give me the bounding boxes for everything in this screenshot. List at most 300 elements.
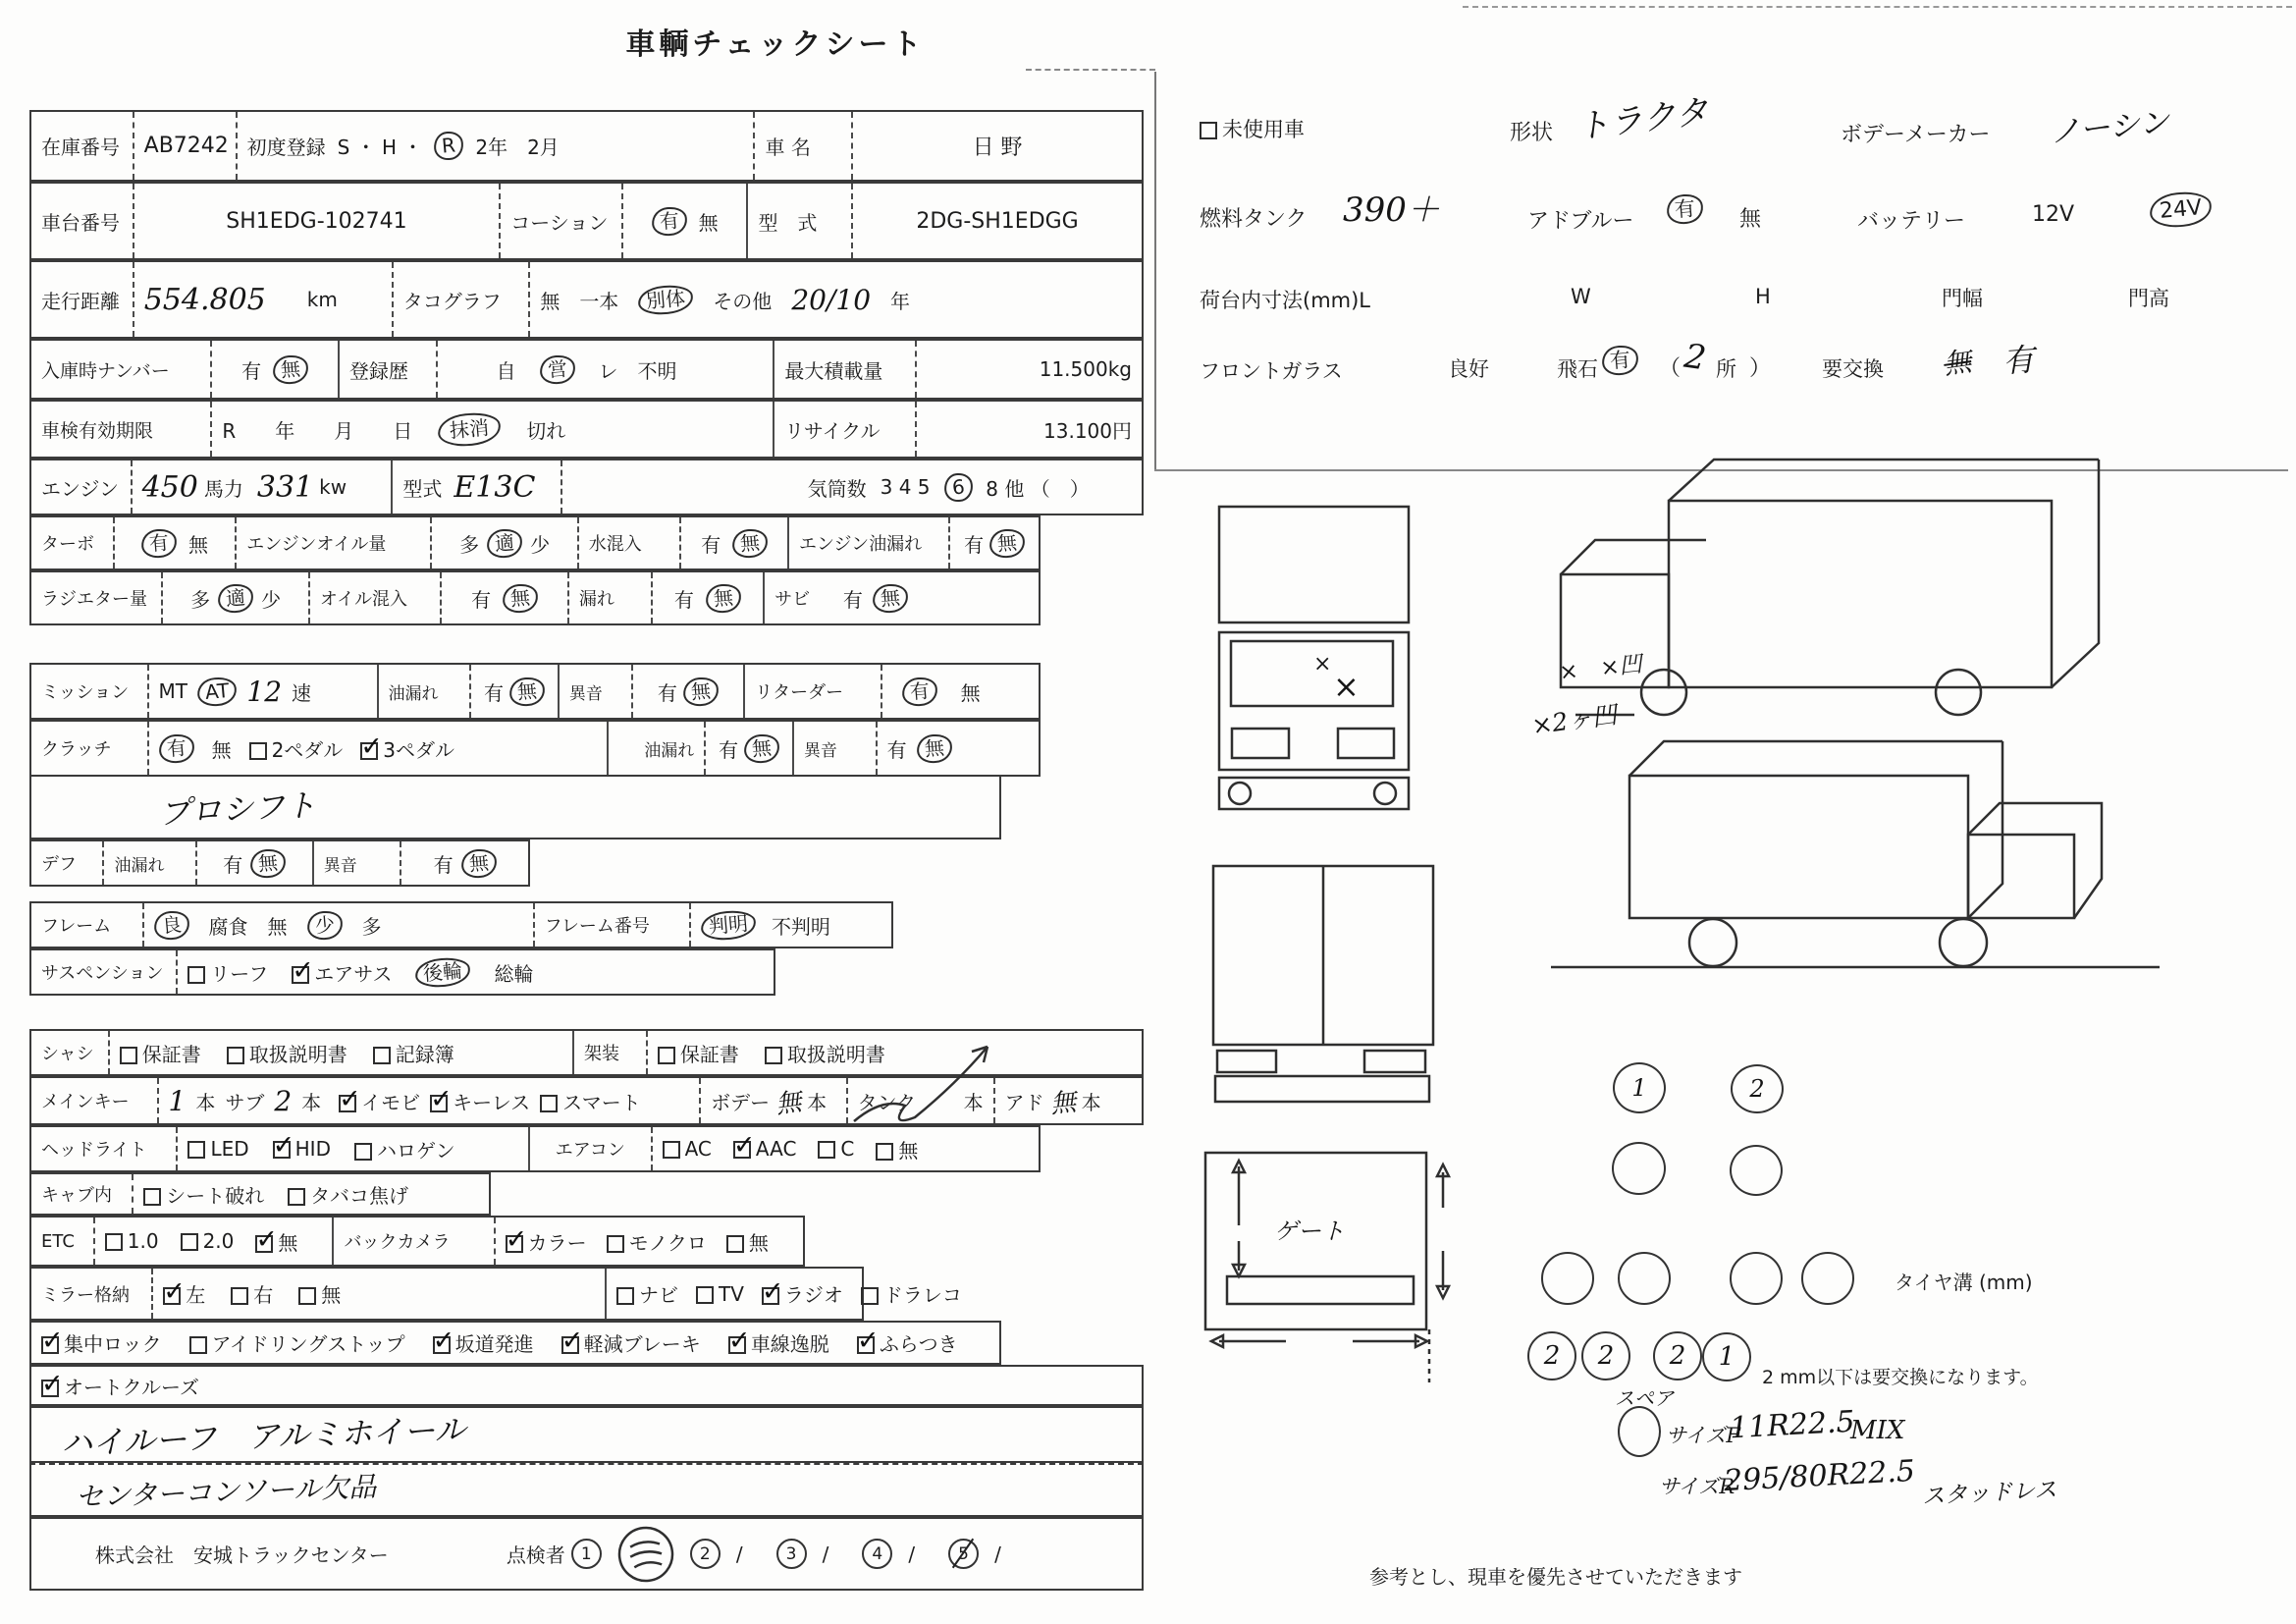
inspector-stamp xyxy=(613,1520,679,1587)
navi: ナビ xyxy=(616,1279,678,1308)
oil-mix-no-circled: 無 xyxy=(502,582,539,614)
engine-oil-many: 多 xyxy=(459,532,480,557)
row-radiator xyxy=(29,570,1041,625)
size-rear-label: サイズR xyxy=(1659,1475,1735,1498)
cylinders-selected-circled: 6 xyxy=(942,471,973,502)
row-suspension xyxy=(29,948,775,996)
adblue-label: アドブルー xyxy=(1527,209,1634,234)
adblue-yes-circled: 有 xyxy=(1666,192,1704,225)
main-key-label: メインキー xyxy=(41,1092,130,1112)
turbo-yes-circled: 有 xyxy=(140,527,178,559)
bed-dims-h: H xyxy=(1755,285,1771,308)
tire-mid-right xyxy=(1730,1145,1783,1196)
immobilizer: ✓ イモビ xyxy=(339,1087,420,1115)
inspection-expired: 切れ xyxy=(526,418,566,443)
etc-none-checkbox-checked xyxy=(255,1235,273,1253)
car-name-value: 日 野 xyxy=(972,135,1023,160)
manual-checkbox xyxy=(227,1047,244,1064)
cylinders-rest: 8 他 （ ） xyxy=(986,476,1090,501)
suspension-all: 総輪 xyxy=(494,961,534,986)
inspection-label: 車検有効期限 xyxy=(41,419,154,442)
suspension-leaf: リーフ xyxy=(187,958,268,987)
recycle-value: 13.100円 xyxy=(1043,418,1132,443)
retarder-yes-circled: 有 xyxy=(900,676,937,707)
led-checkbox xyxy=(187,1141,205,1159)
fuel-tank-value-handwritten: 390＋ xyxy=(1343,190,1440,230)
sub-key-count: 2 xyxy=(274,1084,293,1117)
mounting-warranty: 保証書 xyxy=(658,1039,739,1067)
engine-leak-yes: 有 xyxy=(964,532,985,557)
ac-checkbox xyxy=(663,1141,680,1159)
frame-no-unknown: 不判明 xyxy=(771,914,830,939)
backcam-mono: モノクロ xyxy=(607,1227,707,1256)
mount-warranty-checkbox xyxy=(658,1047,675,1064)
plate-yes: 有 xyxy=(241,358,262,383)
headlight-halogen: ハロゲン xyxy=(354,1135,455,1164)
mirror-left: ✓ 左 xyxy=(163,1279,205,1308)
truck-side-diagram-b xyxy=(1546,722,2174,982)
etc-20: 2.0 xyxy=(181,1229,235,1253)
handwritten-note-1: ハイルーフ アルミホイール xyxy=(60,1410,467,1463)
mission-speed-unit: 速 xyxy=(292,680,312,705)
inspector-5-number-slashed: 5 xyxy=(948,1539,979,1569)
sway-checkbox-checked xyxy=(857,1336,875,1354)
color-checkbox-checked xyxy=(506,1235,523,1253)
stock-number: AB7242 xyxy=(143,134,229,158)
diff-label: デフ xyxy=(41,854,77,875)
inspector-1 xyxy=(507,1539,602,1569)
clutch-yes-circled: 有 xyxy=(157,732,194,764)
clutch-label: クラッチ xyxy=(41,739,112,760)
engine-oil-ok-circled: 適 xyxy=(486,527,523,559)
radiator-many: 多 xyxy=(190,587,211,612)
shape-label: 形状 xyxy=(1510,121,1554,145)
lane-departure: ✓ 車線逸脱 xyxy=(728,1328,829,1357)
water-mix-no-circled: 無 xyxy=(731,527,769,559)
handwritten-note-2: センターコンソール欠品 xyxy=(75,1470,377,1513)
tv: TV xyxy=(696,1282,744,1306)
mirror-label: ミラー格納 xyxy=(41,1284,130,1306)
mission-noise-no-circled: 無 xyxy=(682,676,720,707)
doc-manual: 取扱説明書 xyxy=(227,1039,347,1067)
handwritten-scribble xyxy=(829,1001,1036,1139)
hillstart-checkbox-checked xyxy=(433,1336,451,1354)
mirror-none-checkbox xyxy=(298,1287,316,1305)
tacho-year-handwritten: 20/10 xyxy=(791,283,872,316)
smart-key: スマート xyxy=(540,1087,641,1115)
section-divider-vertical xyxy=(1154,72,1156,469)
page-title: 車輌チェックシート xyxy=(625,27,926,62)
max-load-label: 最大積載量 xyxy=(784,358,883,383)
size-front-value: 11R22.5 xyxy=(1729,1404,1856,1446)
autocruise-checkbox-checked xyxy=(41,1380,59,1397)
caution-yes-circled: 有 xyxy=(650,205,687,237)
immobi-checkbox-checked xyxy=(339,1095,356,1112)
first-reg-era-circled: R xyxy=(433,131,464,161)
leak-no-circled: 無 xyxy=(705,582,742,614)
rust-no-circled: 無 xyxy=(872,582,909,614)
mission-speed-value: 12 xyxy=(246,675,283,708)
engine-label: エンジン xyxy=(41,476,119,501)
frame-no-label: フレーム番号 xyxy=(544,916,650,937)
row-turbo xyxy=(29,515,1041,570)
doc-record: 記録簿 xyxy=(373,1039,454,1067)
slash-5: / xyxy=(994,1542,1001,1566)
tire-rear-3 xyxy=(1730,1252,1783,1305)
aircon-aac: ✓ AAC xyxy=(733,1137,797,1161)
row-note2 xyxy=(29,1463,1144,1517)
row-inspection xyxy=(29,400,1144,459)
water-mix-yes: 有 xyxy=(701,532,721,557)
frame-label: フレーム xyxy=(41,916,112,937)
tire-groove-label: タイヤ溝 (mm) xyxy=(1895,1271,2033,1294)
pedal3-checkbox-checked xyxy=(360,742,378,760)
corrosion-none: 無 xyxy=(267,914,288,939)
engine-hp-value: 450 xyxy=(141,469,198,505)
reg-history-label: 登録歴 xyxy=(348,358,408,383)
caution-label: コーション xyxy=(510,210,609,235)
groove-value-4: 1 xyxy=(1702,1332,1751,1381)
reg-history-self: 自 xyxy=(496,358,516,383)
body-key-label: ボデー xyxy=(711,1090,771,1114)
leak-label: 漏れ xyxy=(578,589,614,610)
navi-checkbox xyxy=(616,1287,634,1305)
radiator-few: 少 xyxy=(261,587,282,612)
tacho-label: タコグラフ xyxy=(402,289,502,313)
tire-mid-left xyxy=(1612,1142,1666,1195)
stone-chip-sho: 所 xyxy=(1716,357,1736,381)
row-mileage xyxy=(29,260,1144,339)
slash-3: / xyxy=(822,1542,829,1566)
tobacco-checkbox xyxy=(288,1188,305,1206)
chassis-docs-label: シャシ xyxy=(41,1044,94,1064)
inspection-date-blanks: R 年 月 日 xyxy=(222,418,413,443)
body-maker-label: ボデーメーカー xyxy=(1841,123,1991,147)
smart-checkbox xyxy=(540,1095,558,1112)
idling-checkbox xyxy=(189,1336,207,1354)
stone-chip-label: 飛石 xyxy=(1557,357,1598,381)
aircon-c: C xyxy=(818,1137,854,1161)
tire-rear-1 xyxy=(1541,1252,1594,1305)
row-mirror xyxy=(29,1267,962,1321)
cylinders-label: 気筒数 xyxy=(807,476,867,501)
tank-key-unit: 本 xyxy=(963,1090,984,1114)
aircon-none: 無 xyxy=(876,1135,918,1164)
size-rear-type: スタッドレス xyxy=(1921,1477,2058,1510)
auto-cruise: ✓オートクルーズ xyxy=(41,1372,199,1400)
shape-value-handwritten: トラクタ xyxy=(1574,91,1711,148)
tacho-year-unit: 年 xyxy=(890,289,911,313)
clutch-noise-no-circled: 無 xyxy=(915,732,952,764)
car-name-label: 車 名 xyxy=(765,135,811,159)
row-stock xyxy=(29,110,1144,182)
paren-close: ） xyxy=(1749,356,1772,381)
front-glass-good: 良好 xyxy=(1448,357,1489,381)
stone-chip-count-handwritten: 2 xyxy=(1682,336,1709,379)
retarder-no: 無 xyxy=(960,680,981,705)
windshield-damage-mark-2: × xyxy=(1333,668,1360,705)
warranty-checkbox xyxy=(120,1047,137,1064)
row-mission xyxy=(29,663,1041,720)
tacho-other: その他 xyxy=(713,289,773,313)
inspector-1-number: 1 xyxy=(571,1539,602,1569)
clutch-leak-no-circled: 無 xyxy=(743,732,780,764)
engine-oil-label: エンジンオイル量 xyxy=(246,534,387,555)
recycle-label: リサイクル xyxy=(784,418,881,443)
gate-diagram xyxy=(1200,1145,1465,1386)
battery-12v: 12V xyxy=(2032,202,2075,227)
truck-side-diagram-a xyxy=(1522,442,2150,736)
sub-key-unit: 本 xyxy=(301,1090,322,1114)
inspection-erased-circled: 抹消 xyxy=(437,410,503,448)
headlight-hid: ✓ HID xyxy=(273,1137,331,1161)
backcam-color: ✓ カラー xyxy=(506,1227,587,1256)
engine-model-label: 型式 xyxy=(402,476,443,501)
rust-label: サビ xyxy=(774,589,811,610)
stock-label: 在庫番号 xyxy=(41,135,120,159)
tire-front-left: 1 xyxy=(1613,1062,1666,1113)
mono-checkbox xyxy=(607,1235,624,1253)
stone-chip-yes-circled: 有 xyxy=(1601,344,1639,376)
truck-a-damage-marks: × ×凹 xyxy=(1558,651,1643,686)
sway-warning: ✓ ふらつき xyxy=(857,1328,958,1357)
mileage-unit: km xyxy=(306,288,338,311)
etc20-checkbox xyxy=(181,1233,198,1251)
record-checkbox xyxy=(373,1047,391,1064)
first-reg-date: 2年 2月 xyxy=(475,135,560,159)
clutch-2pedal: 2ペダル xyxy=(249,734,344,763)
tv-checkbox xyxy=(696,1286,714,1304)
mission-noise-label: 異音 xyxy=(568,683,603,704)
c-checkbox xyxy=(818,1141,835,1159)
first-reg-label: 初度登録 xyxy=(246,135,326,159)
tire-rear-4 xyxy=(1801,1252,1854,1305)
inspector-2-number: 2 xyxy=(690,1539,721,1569)
section-top-line xyxy=(1026,69,1155,71)
diff-leak-no-circled: 無 xyxy=(249,847,287,879)
body-maker-value-handwritten: ノーシン xyxy=(2048,104,2171,151)
rust-yes: 有 xyxy=(842,587,863,612)
row-clutch xyxy=(29,720,1041,777)
paren-open: （ xyxy=(1659,356,1682,381)
mount-manual-checkbox xyxy=(765,1047,782,1064)
tobacco-burn: タバコ焦げ xyxy=(288,1180,408,1209)
clutch-leak-label: 油漏れ xyxy=(644,740,695,761)
ad-key-label: アド xyxy=(1004,1090,1044,1114)
row-headlight xyxy=(29,1125,1041,1172)
airsus-checkbox-checked xyxy=(292,966,309,984)
first-reg-eras: S ・ H ・ xyxy=(337,135,423,159)
engine-leak-label: エンジン油漏れ xyxy=(799,534,923,555)
lane-checkbox-checked xyxy=(728,1336,746,1354)
brake-assist: ✓ 軽減ブレーキ xyxy=(561,1328,701,1357)
keyless-checkbox-checked xyxy=(430,1095,448,1112)
doc-warranty: 保証書 xyxy=(120,1039,201,1067)
bed-dims-label: 荷台内寸法(mm)L xyxy=(1200,289,1370,312)
groove-value-3: 2 xyxy=(1653,1331,1702,1380)
row-company xyxy=(29,1517,1144,1591)
spare-label: スペア xyxy=(1615,1386,1674,1410)
hill-start: ✓ 坂道発進 xyxy=(433,1328,534,1357)
mileage-value: 554.805 xyxy=(143,282,266,317)
etc-none: ✓ 無 xyxy=(255,1227,297,1256)
fuel-tank-label: 燃料タンク xyxy=(1200,207,1308,232)
engine-kw-value: 331 xyxy=(256,469,314,505)
retarder-label: リターダー xyxy=(755,682,844,703)
clutch-noise-label: 異音 xyxy=(803,740,837,761)
hid-checkbox-checked xyxy=(273,1141,291,1159)
mirror-none: 無 xyxy=(298,1279,341,1308)
row-plate xyxy=(29,339,1144,400)
size-front-mix: MIX xyxy=(1850,1416,1905,1445)
frame-good-circled: 良 xyxy=(152,909,189,941)
suspension-air: ✓ エアサス xyxy=(292,958,392,987)
cam-none-checkbox xyxy=(726,1235,744,1253)
engine-hp-unit: 馬力 xyxy=(203,476,243,501)
caution-no: 無 xyxy=(698,210,719,235)
clutch-3pedal: ✓ 3ペダル xyxy=(360,734,454,763)
tire-rear-2 xyxy=(1618,1252,1671,1305)
etc-10: 1.0 xyxy=(105,1229,159,1253)
clutch-leak-yes: 有 xyxy=(719,737,739,762)
idling-stop: アイドリングストップ xyxy=(189,1328,405,1357)
radio: ✓ ラジオ xyxy=(762,1279,843,1308)
radiator-ok-circled: 適 xyxy=(217,582,254,614)
aac-checkbox-checked xyxy=(733,1141,751,1159)
halogen-checkbox xyxy=(354,1143,372,1161)
size-rear-value: 295/80R22.5 xyxy=(1723,1453,1916,1499)
drareco-checkbox xyxy=(861,1287,879,1305)
radiator-label: ラジエター量 xyxy=(41,589,147,610)
mission-leak-no-circled: 無 xyxy=(508,676,546,707)
body-key-unit: 本 xyxy=(807,1090,828,1114)
diff-noise-label: 異音 xyxy=(323,855,357,876)
row-proshift-note xyxy=(29,777,1001,839)
row-safety-options xyxy=(29,1321,1001,1365)
reg-history-rest: レ 不明 xyxy=(598,358,677,383)
seat-tear: シート破れ xyxy=(143,1180,264,1209)
pedal2-checkbox xyxy=(249,742,267,760)
groove-value-2: 2 xyxy=(1581,1331,1630,1380)
row-chassis-no xyxy=(29,182,1144,260)
radio-checkbox-checked xyxy=(762,1287,779,1305)
plate-no-circled: 無 xyxy=(272,353,309,385)
main-key-count: 1 xyxy=(168,1084,187,1117)
glass-replace-yes-handwritten: 有 xyxy=(2001,340,2036,381)
top-edge-line xyxy=(1463,6,2292,8)
mission-label: ミッション xyxy=(41,682,130,703)
gate-height-label: 門高 xyxy=(2128,287,2169,310)
suspension-label: サスペンション xyxy=(41,963,164,984)
mission-leak-label: 油漏れ xyxy=(388,683,439,704)
slash-4: / xyxy=(908,1542,916,1566)
mileage-label: 走行距離 xyxy=(41,289,120,313)
clutch-no: 無 xyxy=(211,737,232,762)
tacho-none: 無 xyxy=(540,289,561,313)
water-mix-label: 水混入 xyxy=(588,534,642,555)
unused-vehicle: 未使用車 xyxy=(1200,114,1305,143)
glass-replace-label: 要交換 xyxy=(1822,357,1884,381)
headlight-led: LED xyxy=(187,1137,248,1161)
corrosion-many: 多 xyxy=(361,914,382,939)
sub-key-label: サブ xyxy=(225,1090,265,1114)
row-frame xyxy=(29,901,893,948)
engine-leak-no-circled: 無 xyxy=(988,527,1026,559)
main-key-unit: 本 xyxy=(195,1090,216,1114)
tacho-separate-circled: 別体 xyxy=(637,283,694,316)
mirror-left-checkbox-checked xyxy=(163,1287,181,1305)
inspector-4-number: 4 xyxy=(862,1539,892,1569)
cab-interior-label: キャブ内 xyxy=(41,1185,112,1206)
windshield-damage-mark-1: × xyxy=(1313,652,1332,677)
lock-checkbox-checked xyxy=(41,1336,59,1354)
diff-noise-yes: 有 xyxy=(433,852,454,877)
central-lock: ✓集中ロック xyxy=(41,1328,162,1357)
reference-note: 参考とし、現車を優先させていただきます xyxy=(1369,1565,1742,1589)
frame-no-known-circled: 判明 xyxy=(700,908,757,942)
battery-label: バッテリー xyxy=(1857,209,1966,234)
brake-checkbox-checked xyxy=(561,1336,579,1354)
row-etc xyxy=(29,1216,805,1267)
front-glass-label: フロントガラス xyxy=(1200,359,1343,383)
oil-mix-yes: 有 xyxy=(471,587,492,612)
max-load-value: 11.500kg xyxy=(1039,357,1132,381)
keyless: ✓ キーレス xyxy=(430,1087,530,1115)
suspension-rear-circled: 後輪 xyxy=(414,955,471,989)
row-diff xyxy=(29,839,530,887)
ac-none-checkbox xyxy=(876,1143,893,1161)
backcam-label: バックカメラ xyxy=(344,1232,451,1253)
mission-at-circled: AT xyxy=(196,676,239,707)
inspector-3-number: 3 xyxy=(776,1539,807,1569)
body-key-none-handwritten: 無 xyxy=(774,1086,804,1120)
aircon-ac: AC xyxy=(663,1137,712,1161)
etc-label: ETC xyxy=(41,1230,75,1252)
mounting-label: 架装 xyxy=(584,1044,620,1064)
corrosion-few-circled: 少 xyxy=(305,909,343,941)
diff-leak-yes: 有 xyxy=(223,852,243,877)
engine-kw-unit: kw xyxy=(319,475,347,499)
diff-leak-label: 油漏れ xyxy=(114,855,165,876)
mission-mt: MT xyxy=(158,679,188,703)
ad-key-unit: 本 xyxy=(1081,1090,1101,1114)
spare-tire xyxy=(1618,1406,1661,1457)
mirror-right: 右 xyxy=(231,1279,273,1308)
proshift-handwritten-note: プロシフト xyxy=(158,785,318,833)
cylinders-options: 3 4 5 xyxy=(880,475,931,499)
engine-model-value: E13C xyxy=(454,469,536,505)
seat-tear-checkbox xyxy=(143,1188,161,1206)
mission-noise-yes: 有 xyxy=(657,680,677,705)
backcam-none: 無 xyxy=(726,1227,769,1256)
mounting-manual: 取扱説明書 xyxy=(765,1039,885,1067)
bed-dims-w: W xyxy=(1571,285,1591,308)
company-name: 株式会社 安城トラックセンター xyxy=(95,1543,389,1567)
headlight-label: ヘッドライト xyxy=(41,1140,147,1161)
tire-front-right: 2 xyxy=(1731,1064,1784,1113)
gate-handwritten-label: ゲート xyxy=(1274,1218,1345,1245)
chassis-no-label: 車台番号 xyxy=(41,210,120,235)
diff-noise-no-circled: 無 xyxy=(459,847,497,879)
etc10-checkbox xyxy=(105,1233,123,1251)
oil-mix-label: オイル混入 xyxy=(319,589,407,610)
drive-recorder: ドラレコ xyxy=(861,1279,962,1308)
reg-history-biz-circled: 営 xyxy=(538,353,575,385)
groove-note: 2 mm以下は要交換になります。 xyxy=(1762,1367,2039,1388)
leaf-checkbox xyxy=(187,966,205,984)
ad-key-none-handwritten: 無 xyxy=(1048,1087,1078,1119)
adblue-no: 無 xyxy=(1739,207,1762,232)
